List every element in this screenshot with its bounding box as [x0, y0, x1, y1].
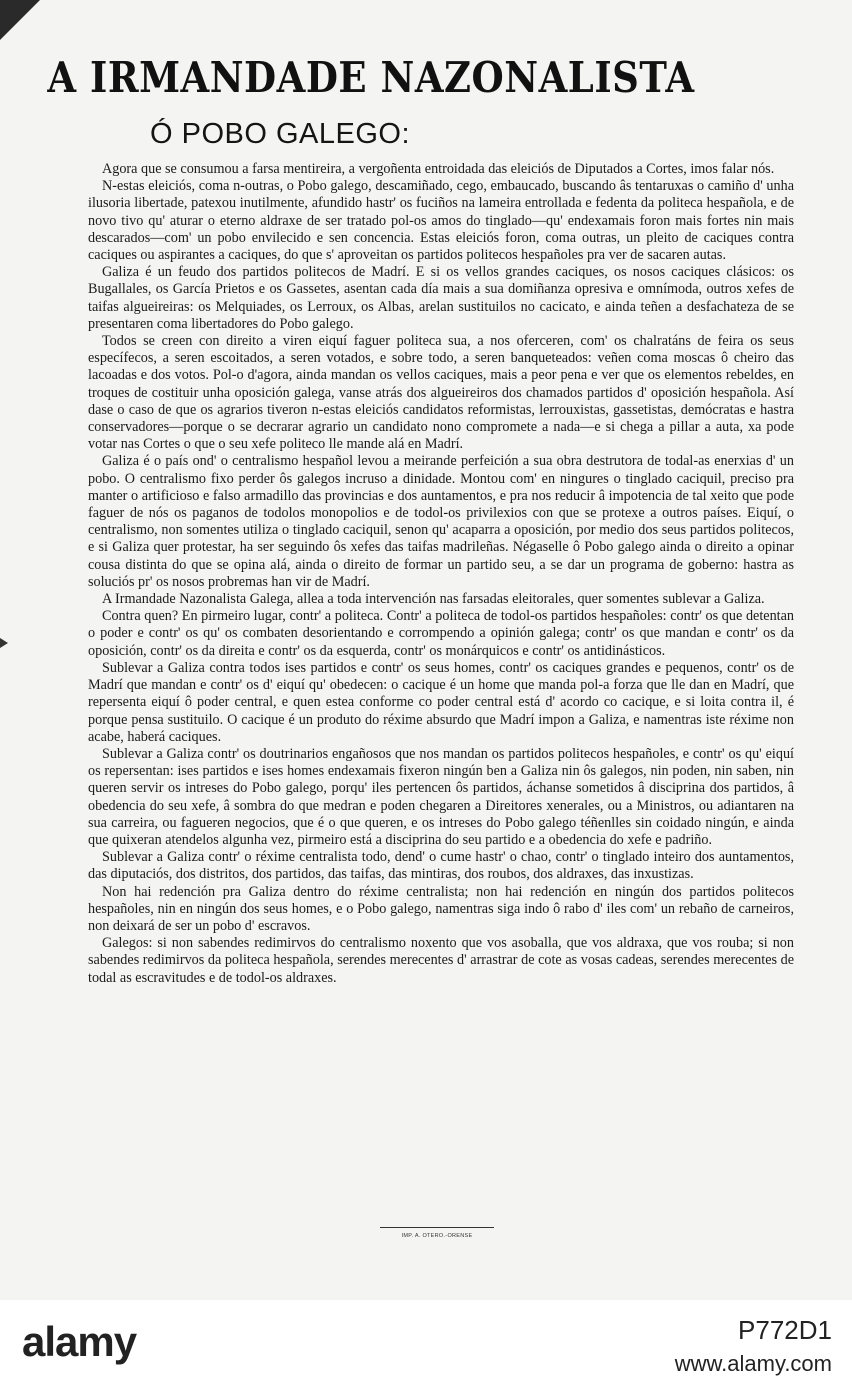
alamy-logo: alamy	[22, 1318, 137, 1365]
paragraph-11: Non hai redención pra Galiza dentro do réxime centralista; non hai redención en ningún dos partidos politecos hespañoles, nin en ningún dos seus homes, e o Pobo galego, namentras siga indo ô rabo d' iles com' un rebaño de carneiros, non deixará de ser un pobo d' escravos.	[88, 883, 794, 934]
paragraph-6: A Irmandade Nazonalista Galega, allea a toda intervención nas farsadas eleitorales, quer somentes sublevar a Galiza.	[102, 591, 765, 608]
leaflet-headline: A IRMANDADE NAZONALISTA	[47, 51, 695, 103]
paragraph-7: Contra quen? En pirmeiro lugar, contr' a politeca. Contr' a politeca de todol-os partidos hespañoles: contr' os que detentan o poder e contr' os qu' os combaten desorientando e corrompendo a opinión galega; contr' os que mandan e contr' os da oposición, contr' os da direita e contr' os da esquerda, contr' os monárquicos e contr' os antidinásticos.	[88, 608, 794, 659]
paragraph-4: Todos se creen con direito a viren eiquí faguer politeca sua, a nos oferceren, com' os chalratáns de feira os seus específecos, a seren escoitados, a seren votados, e sobre todo, a seren banqueteados: veñen coma moscas ô cheiro das lacoadas e dos votos. Pol-o d'agora, ainda mandan os vellos caciques, mais a peor pena e ver que os elementos rebeldes, en troques de costituir unha oposición galega, vanse atrás dos algueireiros dos chamados partidos d' oposición hespañola. Así dase o caso de que os agrarios tiveron n-estas eleiciós candidatos reformistas, lerrouxistas, gassetistas, demócratas e hastra conservadores—porque o se decrarar agrario un candidato nono compromete a nada—e si chega a pillar a auta, xa pode votar nas Cortes o que o seu xefe politeco lle mande alá en Madrí.	[88, 333, 794, 453]
paragraph-12: Galegos: si non sabendes redimirvos do centralismo noxento que vos asoballa, que vos aldraxa, que vos rouba; si non sabendes redimirvos da politeca hespañola, serendes merecentes d' arrastrar de cote as vosas cadeas, serendes merecentes de todal as escravitudes e de todol-os aldraxes.	[88, 935, 794, 986]
paragraph-10: Sublevar a Galiza contr' o réxime centralista todo, dend' o cume hastr' o chao, contr' o tinglado inteiro dos auntamentos, das diputaciós, dos distritos, dos partidos, das taifas, das mintiras, dos roubos, dos aldraxes, das inxustizas.	[88, 849, 794, 883]
edge-mark	[0, 638, 8, 648]
leaflet-body	[88, 161, 794, 987]
paragraph-2: N-estas eleiciós, coma n-outras, o Pobo galego, descamiñado, cego, embaucado, buscando âs tentaruxas o camiño d' unha ilusoria libertade, patexou inutilmente, afundido hastr' os fuciños na lameira entrollada e fedenta da politeca hespañola, e de novo tivo qu' aturar o eterno aldraxe de ser tratado pol-os amos do tinglado—qu' endexamais foron mais fortes nin mais descarados—com' un pobo envilecido e sen concencia. Estas eleiciós foron, coma outras, un pleito de caciques contra caciques ou aspirantes a caciques, do que s' aproveitan os partidos politecos hespañoles pra ver de sacaren autas.	[88, 178, 794, 264]
paragraph-8: Sublevar a Galiza contra todos ises partidos e contr' os seus homes, contr' os caciques grandes e pequenos, contr' os de Madrí que mandan e contr' os d' eiquí qu' obedecen: o cacique é un home que manda pol-a forza que lle dan en Madrí, que repersenta eiquí ô poder central, e quen estea conforme co poder central está d' acordo co cacique, e si loita contra il, é porque pensa sustituilo. O cacique é un produto do réxime absurdo que Madrí impon a Galiza, e namentras iste réxime non acabe, haberá caciques.	[88, 659, 794, 745]
imprint-rule	[380, 1227, 494, 1228]
site-url: www.alamy.com	[674, 1351, 832, 1376]
torn-corner	[0, 0, 40, 40]
leaflet-subtitle: Ó POBO GALEGO:	[149, 118, 410, 150]
paragraph-1: Agora que se consumou a farsa mentireira, a vergoñenta entroidada das eleiciós de Diputados a Cortes, imos falar nós.	[102, 161, 775, 177]
paragraph-5: Galiza é o país ond' o centralismo hespañol levou a meirande perfeición a sua obra destrutora de todal-as enerxias d' un pobo. O centralismo fixo perder ôs galegos incruso a dinidade. Montou com' en ningures o tinglado caciquil, preciso pra manter o artificioso e falso armadillo das provincias e dos auntamentos, e pra nos reducir â impotencia de tal xeito que pode faguer de nós os paganos de todolos monopolios e de todol-os privilexios con que se protexe a outros países. Eiquí, o centralismo, non somentes utiliza o tinglado caciquil, senon qu' acaparra a oposición, por medio dos seus partidos politecos, e si Galiza quer protestar, ha ser seguindo ôs xefes das taifas madrileñas. Négaselle ô Pobo galego ainda o direito a opinar cousa distinta do que se opina alá, ainda o direito de formar un partido seu, a se dar un programa de goberno: hastra as soluciós pr' os nosos probremas han vir de Madrí.	[88, 453, 794, 590]
paragraph-9: Sublevar a Galiza contr' os doutrinarios engañosos que nos mandan os partidos politecos hespañoles, e contr' os qu' eiquí os repersentan: ises partidos e ises homes endexamais fixeron ningún ben a Galiza nin ôs galegos, nin poden, nin saben, nin queren servir os intreses do Pobo galego, porqu' iles pertencen ôs partidos, áchanse sometidos â disciprina dos partidos, â obedencia do seu xefe, â sombra do que medran e poden chegaren a Direitores xenerales, ou a Ministros, ou adiantaren na sua carreira, ou fagueren negocios, que é o que queren, e os intreses do Pobo galego téñenlles sin coidado ningún, e ainda que quixeran atendelos algunha vez, pirmeiro está a disciprina do seu partido e a obedencia do xefe e padriño.	[88, 745, 794, 848]
image-id: P772D1	[738, 1315, 832, 1345]
printer-imprint: IMP. A. OTERO.-ORENSE	[401, 1233, 473, 1239]
paragraph-3: Galiza é un feudo dos partidos politecos de Madrí. E si os vellos grandes caciques, os nosos caciques clásicos: os Bugallales, os García Prietos e os Gassetes, asentan cada día mais a sua domiñanza opresiva e omnímoda, outros xefes de taifas algueireiras: os Melquiades, os Lerroux, os Albas, arelan sustituilos no cacicato, e ainda teñen a desfachateza de se presentaren coma libertadores do Pobo galego.	[88, 264, 794, 332]
